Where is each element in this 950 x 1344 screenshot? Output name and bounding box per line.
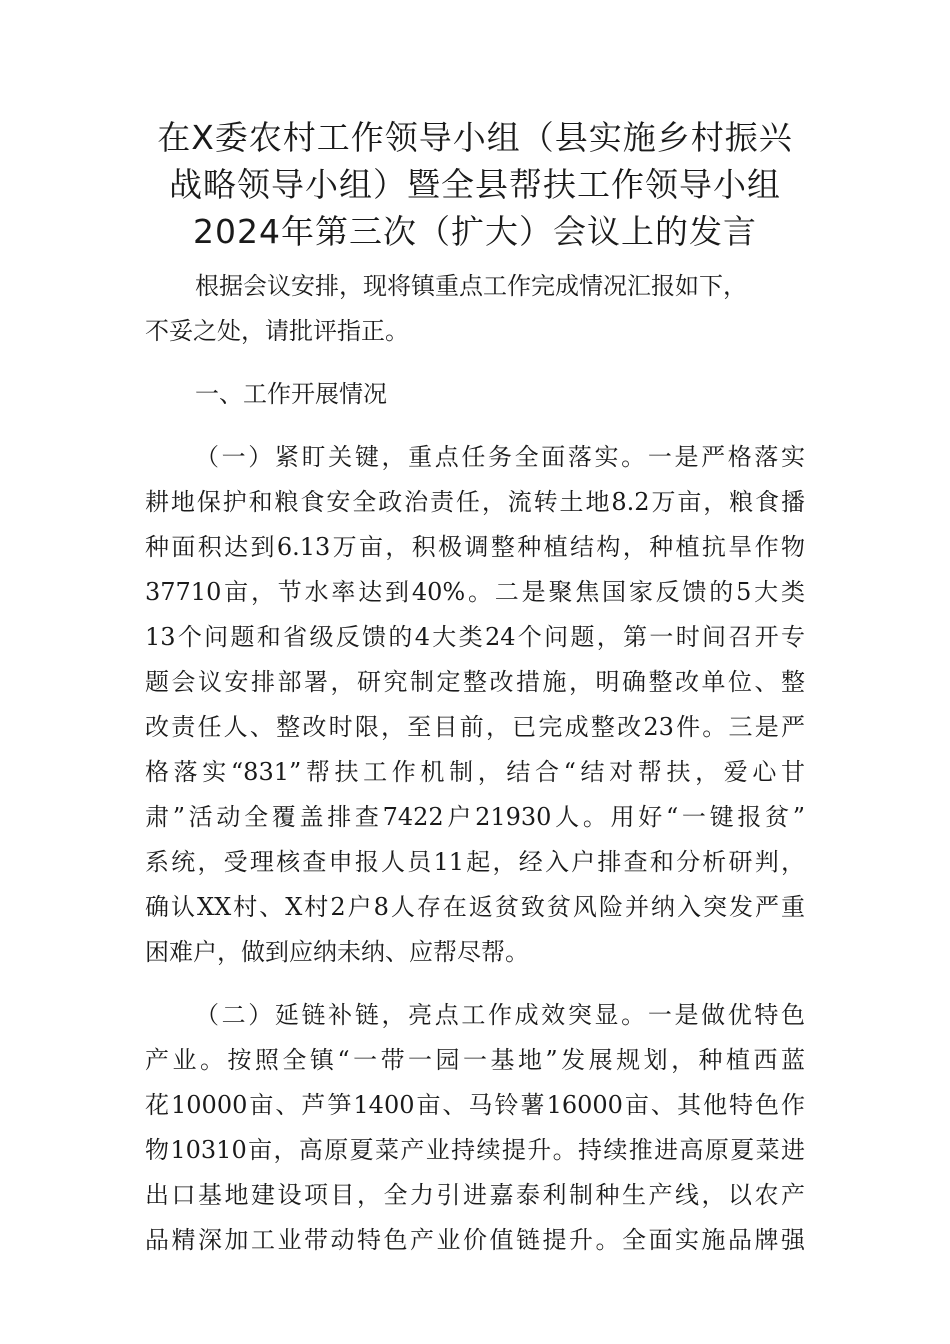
paragraph-line: 格落实“831”帮扶工作机制，结合“结对帮扶，爱心甘 — [145, 758, 805, 786]
heading-text: 一、工作开展情况 — [195, 380, 387, 408]
title-line: 战略领导小组）暨全县帮扶工作领导小组 — [169, 165, 781, 204]
paragraph-line: （二）延链补链，亮点工作成效突显。一是做优特色 — [195, 1001, 805, 1029]
paragraph-line: 物10310亩，高原夏菜产业持续提升。持续推进高原夏菜进 — [145, 1136, 805, 1164]
paragraph-line: 根据会议安排，现将镇重点工作完成情况汇报如下， — [195, 272, 747, 300]
paragraph-line: 耕地保护和粮食安全政治责任，流转土地8.2万亩，粮食播 — [145, 488, 805, 516]
paragraph-line: 产业。按照全镇“一带一园一基地”发展规划，种植西蓝 — [145, 1046, 805, 1074]
paragraph-line: 确认XX村、X村2户8人存在返贫致贫风险并纳入突发严重 — [145, 893, 805, 921]
paragraph-line: 系统，受理核查申报人员11起，经入户排查和分析研判， — [145, 848, 805, 876]
paragraph-line: 品精深加工业带动特色产业价值链提升。全面实施品牌强 — [145, 1226, 805, 1254]
document-title — [130, 114, 820, 255]
intro-paragraph — [145, 264, 805, 354]
paragraph-spacing — [145, 975, 805, 993]
paragraph-line: 37710亩，节水率达到40%。二是聚焦国家反馈的5大类 — [145, 578, 805, 606]
paragraph-line: （一）紧盯关键，重点任务全面落实。一是严格落实 — [195, 443, 805, 471]
paragraph-line: 13个问题和省级反馈的4大类24个问题，第一时间召开专 — [145, 623, 805, 651]
paragraph-line: 肃”活动全覆盖排查7422户21930人。用好“一键报贫” — [145, 803, 805, 831]
title-line: 2024年第三次（扩大）会议上的发言 — [193, 212, 757, 251]
paragraph-line: 不妥之处，请批评指正。 — [145, 317, 409, 345]
paragraph-spacing — [145, 417, 805, 435]
paragraph-line: 改责任人、整改时限，至目前，已完成整改23件。三是严 — [145, 713, 805, 741]
paragraph-spacing — [145, 354, 805, 372]
section-heading — [145, 372, 805, 417]
title-line: 在X委农村工作领导小组（县实施乡村振兴 — [157, 118, 793, 157]
paragraph-line: 花10000亩、芦笋1400亩、马铃薯16000亩、其他特色作 — [145, 1091, 805, 1119]
paragraph-line: 出口基地建设项目，全力引进嘉泰利制种生产线，以农产 — [145, 1181, 805, 1209]
section-2-paragraph — [145, 993, 805, 1263]
section-1-paragraph — [145, 435, 805, 975]
paragraph-line: 困难户，做到应纳未纳、应帮尽帮。 — [145, 938, 529, 966]
document-body — [145, 264, 805, 1263]
paragraph-line: 种面积达到6.13万亩，积极调整种植结构，种植抗旱作物 — [145, 533, 805, 561]
paragraph-line: 题会议安排部署，研究制定整改措施，明确整改单位、整 — [145, 668, 805, 696]
